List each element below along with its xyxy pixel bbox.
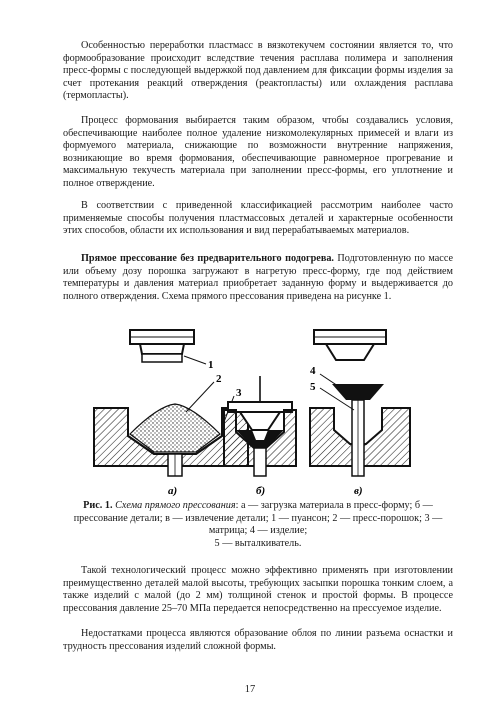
- label-3: 3: [236, 387, 242, 399]
- label-2: 2: [216, 373, 222, 385]
- sublabel-a: а): [168, 485, 178, 497]
- label-5: 5: [310, 381, 316, 393]
- paragraph-5: Такой технологический процесс можно эффективно применять при изготовлении преимущественно деталей малой высоты, требующих засыпки порошка тонким слоем, а также изделий с малой (до 2 мм) толщиной стенок и простой формы. В процессе прессования давление 25–70 МПа передается непосредственно на прессуемое изделие.: [63, 565, 453, 614]
- label-1: 1: [208, 359, 214, 371]
- paragraph-3: В соответствии с приведенной классификацией рассмотрим наиболее часто применяемые способы получения пластмассовых деталей и характерные особенности этих способов, области их использования и вид перерабатываемых материалов.: [63, 200, 453, 236]
- label-4: 4: [310, 365, 316, 377]
- paragraph-4: Прямое прессование без предварительного подогрева. Подготовленную по массе или объему дозу порошка загружают в нагретую пресс-форму, где под действием температуры и давления материал приобретает заданную форму и выдерживается до полного отверждения. Схема прямого прессования приведена на рисунке 1.: [63, 253, 453, 302]
- ejected-part: [332, 384, 384, 400]
- powder-heap: [130, 404, 220, 452]
- stage-b-pressing: [224, 376, 296, 497]
- sublabel-v: в): [354, 485, 363, 497]
- sublabel-b: б): [256, 485, 266, 497]
- figure-caption: Рис. 1. Схема прямого прессования: а — загрузка материала в пресс-форму; б — прессование детали; в — извлечение детали; 1 — пуансон; 2 — пресс-порошок; 3 — матрица; 4 — изделие; 5 — выталкиватель.: [73, 500, 443, 549]
- press-scheme-figure: [88, 326, 418, 498]
- section-heading: Прямое прессование без предварительного подогрева.: [81, 253, 334, 264]
- stage-v-extraction: [310, 330, 410, 497]
- paragraph-6: Недостатками процесса являются образование облоя по линии разъема оснастки и трудность прессования изделий сложной формы.: [63, 628, 453, 652]
- punch: [130, 330, 194, 362]
- paragraph-2: Процесс формования выбирается таким образом, чтобы создавались условия, обеспечивающие наиболее полное удаление низкомолекулярных примесей и влаги из формуемого материала, снижающие по возможности внутренние напряжения, возникающие во время формования, обеспечивающие равномерное прогревание и максимальную текучесть материала при заполнении пресс-формы, его уплотнение и полное отверждение.: [63, 115, 453, 189]
- page-number: 17: [244, 684, 256, 695]
- paragraph-1: Особенностью переработки пластмасс в вязкотекучем состоянии является то, что формообразование происходит вследствие течения расплава полимера и заполнения пресс-формы с последующей выдержкой под давлением для фиксации формы изделия за счет протекания реакций отверждения (реактопласты) или охлаждения расплава (термопласты).: [63, 40, 453, 101]
